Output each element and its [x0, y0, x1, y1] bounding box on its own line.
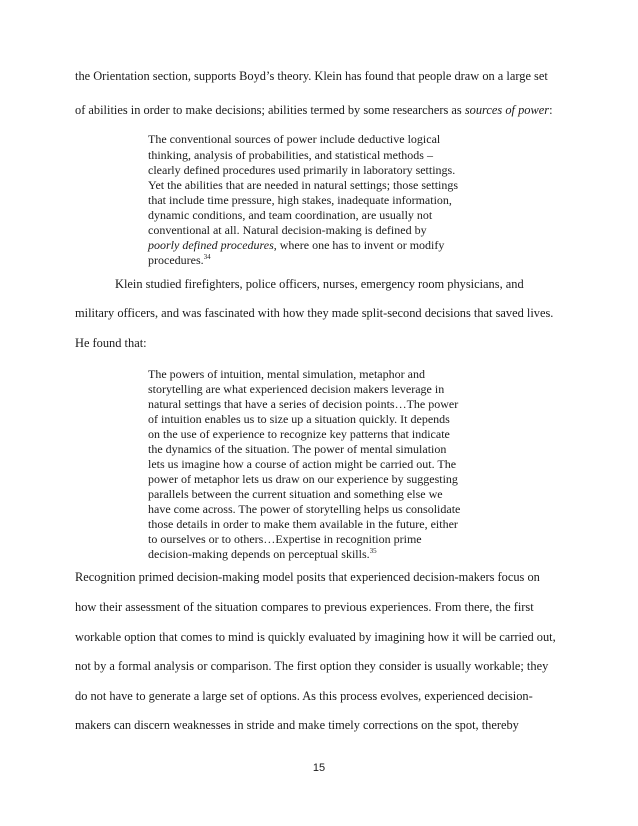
quote-2-line: natural settings that have a series of decision points…The power [148, 397, 459, 411]
paragraph-1-line-2-text: of abilities in order to make decisions; abilities termed by some researchers as [75, 103, 465, 117]
paragraph-2-line-3: He found that: [75, 336, 147, 350]
quote-1-line-8-text: , where one has to invent or modify [273, 238, 445, 252]
paragraph-3-line: how their assessment of the situation compares to previous experiences. From there, the first [75, 600, 534, 614]
paragraph-2-line-1: Klein studied firefighters, police officers, nurses, emergency room physicians, and [115, 277, 524, 291]
paragraph-3-line: makers can discern weaknesses in stride and make timely corrections on the spot, thereby [75, 718, 519, 732]
paragraph-3-line: workable option that comes to mind is quickly evaluated by imagining how it will be carried out, [75, 630, 556, 644]
quote-1-line: The conventional sources of power include deductive logical [148, 132, 441, 146]
quote-2-line [148, 547, 377, 561]
quote-1-line: that include time pressure, high stakes, inadequate information, [148, 193, 452, 207]
quote-2-line: storytelling are what experienced decision makers leverage in [148, 382, 445, 396]
page-number: 15 [312, 762, 326, 774]
paragraph-1-line-2 [75, 103, 553, 117]
quote-2-line: parallels between the current situation and something else we [148, 487, 443, 501]
sources-of-power-emphasis: sources of power [464, 103, 550, 117]
quote-1-line: thinking, analysis of probabilities, and statistical methods – [148, 148, 433, 162]
quote-2-line: to ourselves or to others…Expertise in recognition prime [148, 532, 422, 546]
quote-2-last-text: decision-making depends on perceptual skills. [148, 547, 370, 561]
paragraph-3-line: Recognition primed decision-making model posits that experienced decision-makers focus on [75, 570, 540, 584]
paragraph-3-line: do not have to generate a large set of options. As this process evolves, experienced decision- [75, 689, 533, 703]
paragraph-1-line-1: the Orientation section, supports Boyd’s theory. Klein has found that people draw on a large set [75, 69, 548, 83]
quote-2-line: lets us imagine how a course of action might be carried out. The [148, 457, 457, 471]
quote-2-line: the dynamics of the situation. The power of mental simulation [148, 442, 447, 456]
quote-1-last-text: procedures. [148, 253, 204, 267]
footnote-marker-35: 35 [369, 547, 377, 555]
quote-2-line: The powers of intuition, mental simulation, metaphor and [148, 367, 425, 381]
quote-2-line: have come across. The power of storytelling helps us consolidate [148, 502, 461, 516]
poorly-defined-procedures-emphasis: poorly defined procedures [148, 238, 274, 252]
quote-2-line: on the use of experience to recognize key patterns that indicate [148, 427, 450, 441]
quote-2-line: power of metaphor lets us draw on our experience by suggesting [148, 472, 458, 486]
quote-1-line: dynamic conditions, and team coordination, are usually not [148, 208, 433, 222]
paragraph-2-line-2: military officers, and was fascinated with how they made split-second decisions that saved lives. [75, 306, 554, 320]
footnote-marker-34: 34 [203, 253, 211, 261]
quote-1-line: conventional at all. Natural decision-making is defined by [148, 223, 427, 237]
quote-1-line [148, 253, 211, 267]
paragraph-1-line-2-colon: : [549, 103, 553, 117]
quote-2-line: those details in order to make them available in the future, either [148, 517, 458, 531]
quote-1-line: clearly defined procedures used primarily in laboratory settings. [148, 163, 456, 177]
quote-2-line: of intuition enables us to size up a situation quickly. It depends [148, 412, 450, 426]
paragraph-3-line: not by a formal analysis or comparison. The first option they consider is usually workable; they [75, 659, 549, 673]
quote-1-line: Yet the abilities that are needed in natural settings; those settings [148, 178, 459, 192]
quote-1-line [148, 238, 444, 252]
